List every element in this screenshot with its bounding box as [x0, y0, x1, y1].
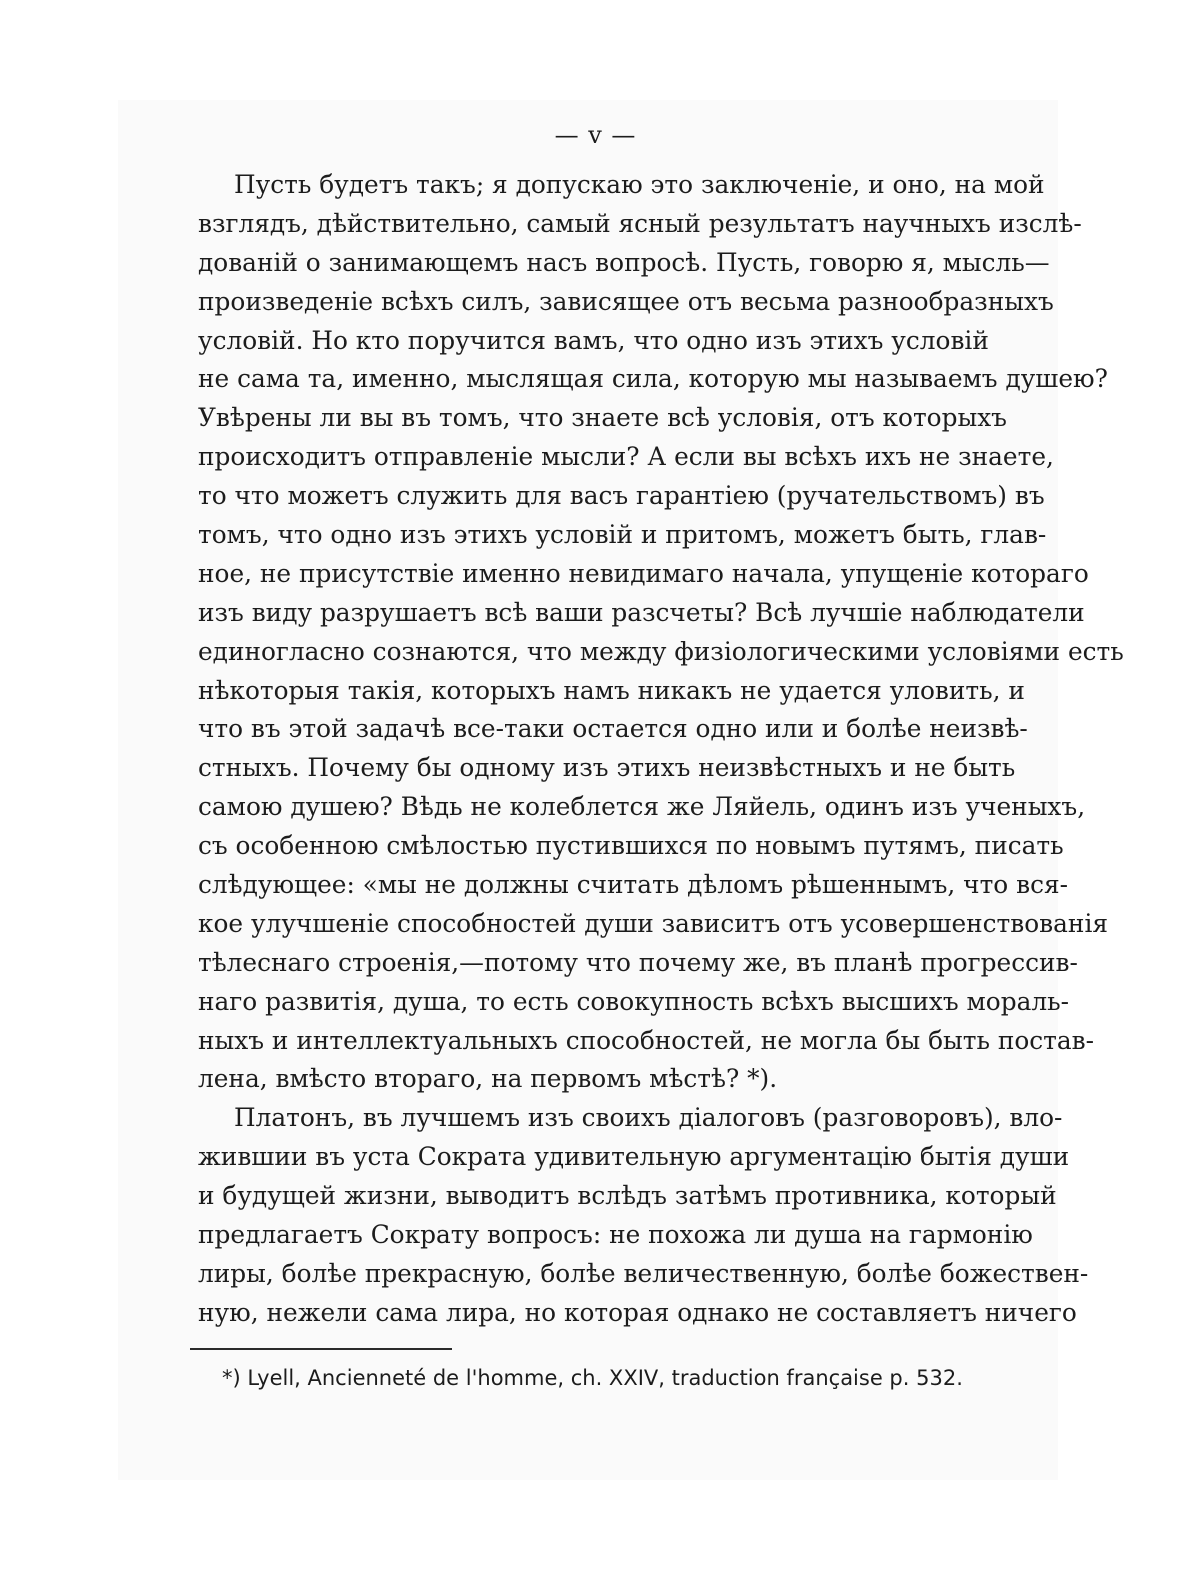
text-line: единогласно сознаются, что между физіологическими условіями есть — [198, 636, 1124, 666]
text-line: самою душею? Вѣдь не колеблется же Ляйель, одинъ изъ ученыхъ, — [198, 792, 1086, 822]
text-line: Пусть будетъ такъ; я допускаю это заключеніе, и оно, на мой — [234, 170, 1045, 199]
text-line: слѣдующее: «мы не должны считать дѣломъ рѣшеннымъ, что вся- — [198, 870, 1068, 900]
text-line: дованій о занимающемъ насъ вопросѣ. Пусть, говорю я, мысль— — [198, 247, 1050, 277]
footnote-reference-line: лена, вмѣсто втораго, на первомъ мѣстѣ? *). — [198, 1064, 778, 1094]
text-line: взглядъ, дѣйствительно, самый ясный результатъ научныхъ изслѣ- — [198, 208, 1082, 238]
text-line: ное, не присутствіе именно невидимаго начала, упущеніе котораго — [198, 558, 1089, 588]
text-line: Платонъ, въ лучшемъ изъ своихъ діалоговъ (разговоровъ), вло- — [234, 1103, 1063, 1133]
text-line: съ особенною смѣлостью пустившихся по новымъ путямъ, писать — [198, 831, 1064, 861]
text-line: ныхъ и интеллектуальныхъ способностей, не могла бы быть постав- — [198, 1025, 1095, 1055]
text-line: томъ, что одно изъ этихъ условій и притомъ, можетъ быть, глав- — [198, 520, 1047, 550]
text-line: то что можетъ служить для васъ гарантіею (ручательствомъ) въ — [198, 481, 1045, 511]
text-line: кое улучшеніе способностей души зависитъ отъ усовершенствованія — [198, 908, 1109, 938]
text-line: жившии въ уста Сократа удивительную аргументацію бытія души — [198, 1142, 1070, 1172]
text-line: стныхъ. Почему бы одному изъ этихъ неизвѣстныхъ и не быть — [198, 753, 1016, 783]
page-number: — v — — [554, 121, 637, 149]
text-line: изъ виду разрушаетъ всѣ ваши разсчеты? Всѣ лучшіе наблюдатели — [198, 597, 1085, 627]
body-text — [198, 166, 1124, 1333]
text-line: произведеніе всѣхъ силъ, зависящее отъ весьма разнообразныхъ — [198, 286, 1054, 316]
text-line: условій. Но кто поручится вамъ, что одно изъ этихъ условій — [198, 325, 989, 355]
footnote-divider — [190, 1348, 452, 1350]
paragraph-2 — [198, 1099, 1089, 1332]
footnote: *) Lyell, Ancienneté de l'homme, ch. XXIV, traduction française p. 532. — [222, 1366, 963, 1390]
text-line: происходитъ отправленіе мысли? А если вы всѣхъ ихъ не знаете, — [198, 442, 1054, 472]
text-line: ную, нежели сама лира, но которая однако не составляетъ ничего — [198, 1297, 1077, 1327]
text-line: предлагаетъ Сократу вопросъ: не похожа ли душа на гармонію — [198, 1220, 1033, 1250]
text-line: не сама та, именно, мыслящая сила, которую мы называемъ душею? — [198, 364, 1108, 394]
text-line: наго развитія, душа, то есть совокупность всѣхъ высшихъ мораль- — [198, 986, 1070, 1016]
paragraph-1 — [198, 166, 1124, 1099]
text-line: Увѣрены ли вы въ томъ, что знаете всѣ условія, отъ которыхъ — [198, 403, 1007, 433]
text-line: и будущей жизни, выводитъ вслѣдъ затѣмъ противника, который — [198, 1181, 1057, 1211]
text-line: нѣкоторыя такія, которыхъ намъ никакъ не удается уловить, и — [198, 675, 1025, 705]
text-line: тѣлеснаго строенія,—потому что почему же, въ планѣ прогрессив- — [198, 947, 1078, 977]
text-line: что въ этой задачѣ все-таки остается одно или и болѣе неизвѣ- — [198, 714, 1028, 744]
text-line: лиры, болѣе прекрасную, болѣе величественную, болѣе божествен- — [198, 1258, 1089, 1288]
